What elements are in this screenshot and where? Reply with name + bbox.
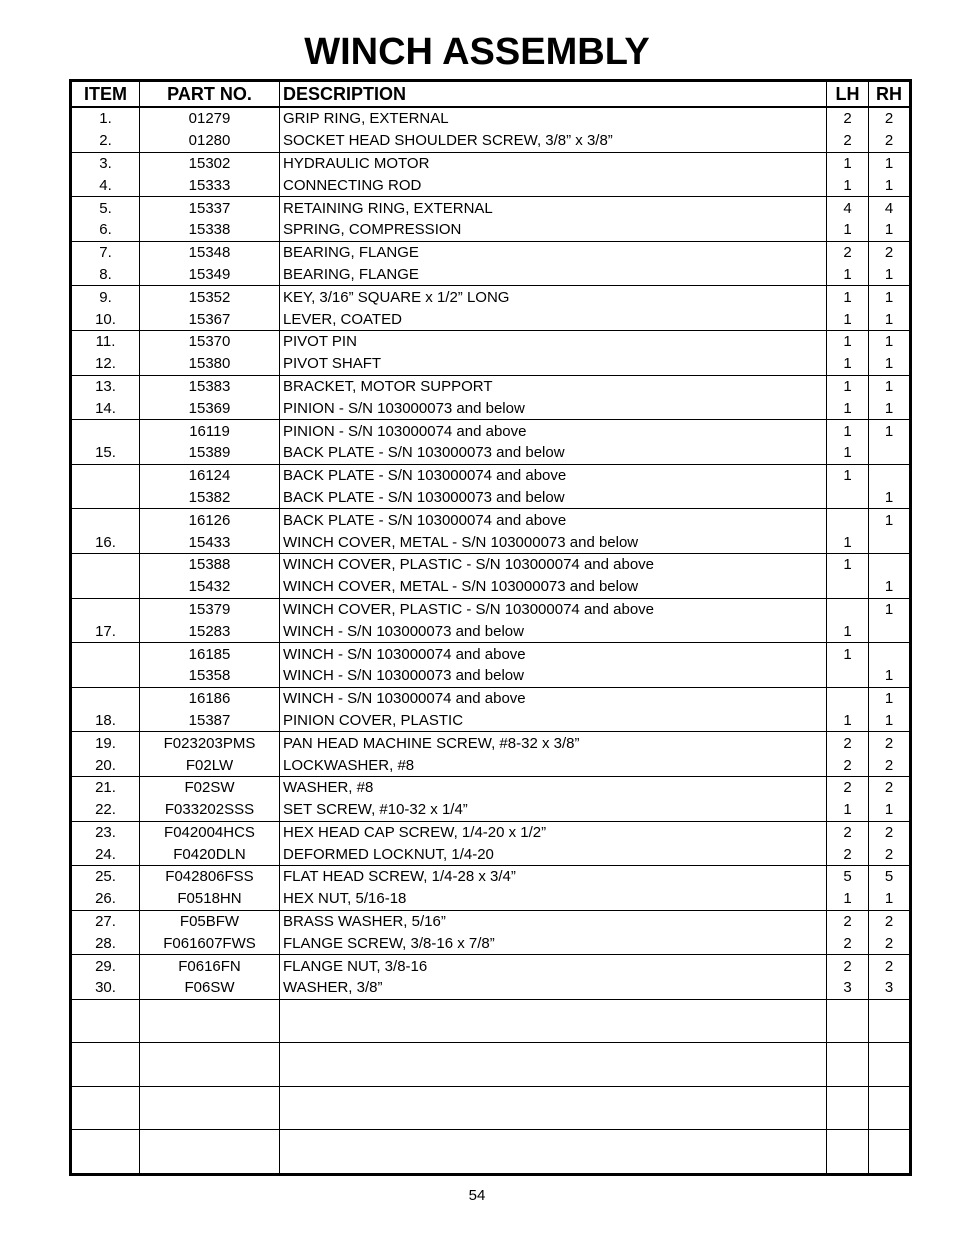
part-no-cell: 15370: [140, 330, 280, 352]
table-row: [71, 643, 911, 665]
part-no-cell: F02SW: [140, 776, 280, 798]
rh-qty-cell: 1: [884, 600, 894, 618]
lh-qty-cell: [827, 576, 869, 598]
rh-qty-cell: 1: [869, 888, 911, 910]
item-cell: 1.: [71, 107, 140, 130]
table-row: [71, 665, 911, 687]
empty-cell: [827, 1043, 869, 1087]
description-cell: BRASS WASHER, 5/16”: [280, 910, 827, 932]
item-cell: 27.: [71, 910, 140, 932]
item-cell: [71, 598, 140, 620]
part-no-cell: 16124: [140, 464, 280, 486]
description-cell: HYDRAULIC MOTOR: [280, 152, 827, 174]
lh-qty-cell: 2: [827, 732, 869, 754]
lh-qty-cell: 1: [827, 152, 869, 174]
lh-qty-cell: 1: [827, 553, 869, 575]
part-no-cell: 15338: [140, 219, 280, 241]
lh-qty-cell: 2: [827, 821, 869, 843]
empty-cell: [280, 999, 827, 1043]
part-no-cell: F023203PMS: [140, 732, 280, 754]
rh-qty-cell: 2: [869, 932, 911, 954]
part-no-cell: 15348: [140, 241, 280, 263]
part-no-cell: 15388: [140, 553, 280, 575]
header-rh: RH: [869, 81, 911, 108]
empty-cell: [140, 1086, 280, 1130]
description-cell: PINION COVER, PLASTIC: [280, 710, 827, 732]
part-no-cell: 15283: [140, 620, 280, 642]
description-cell: HEX NUT, 5/16-18: [280, 888, 827, 910]
description-cell: PIVOT PIN: [280, 330, 827, 352]
lh-qty-cell: 1: [827, 620, 869, 642]
rh-qty-cell: 1: [884, 422, 894, 440]
empty-cell: [71, 1043, 140, 1087]
table-row: [71, 843, 911, 865]
part-no-cell: F0518HN: [140, 888, 280, 910]
page-number: 54: [468, 1187, 486, 1204]
lh-qty-cell: 1: [827, 286, 869, 308]
table-row: [71, 687, 911, 709]
table-row: [71, 420, 911, 442]
table-row: [71, 442, 911, 464]
lh-qty-cell: 1: [827, 442, 869, 464]
page-title: WINCH ASSEMBLY: [304, 31, 650, 73]
lh-qty-cell: 2: [827, 776, 869, 798]
table-row: [71, 509, 911, 531]
empty-cell: [280, 1086, 827, 1130]
rh-qty-cell: 2: [884, 734, 894, 752]
description-cell: PINION - S/N 103000074 and above: [280, 420, 827, 442]
table-row: [71, 264, 911, 286]
description-cell: BEARING, FLANGE: [280, 241, 827, 263]
empty-cell: [140, 1130, 280, 1175]
description-cell: HEX HEAD CAP SCREW, 1/4-20 x 1/2”: [280, 821, 827, 843]
table-row: [71, 152, 911, 174]
part-no-cell: 15380: [140, 353, 280, 375]
lh-qty-cell: 1: [827, 710, 869, 732]
description-cell: FLAT HEAD SCREW, 1/4-28 x 3/4”: [280, 866, 827, 888]
item-cell: 25.: [71, 866, 140, 888]
rh-qty-cell: [869, 464, 911, 486]
rh-qty-cell: 1: [869, 576, 911, 598]
empty-cell: [869, 1130, 911, 1175]
rh-qty-cell: 1: [884, 511, 894, 529]
rh-qty-cell: 1: [884, 333, 894, 351]
item-cell: [71, 553, 140, 575]
rh-qty-cell: 1: [869, 264, 911, 286]
item-cell: 4.: [71, 174, 140, 196]
item-cell: 3.: [71, 152, 140, 174]
item-cell: [71, 687, 140, 709]
lh-qty-cell: 2: [827, 955, 869, 977]
rh-qty-cell: [869, 620, 911, 642]
empty-cell: [71, 999, 140, 1043]
part-no-cell: 15352: [140, 286, 280, 308]
item-cell: 22.: [71, 799, 140, 821]
part-no-cell: 16126: [140, 509, 280, 531]
description-cell: CONNECTING ROD: [280, 174, 827, 196]
part-no-cell: F033202SSS: [140, 799, 280, 821]
lh-qty-cell: 1: [827, 397, 869, 419]
part-no-cell: 15433: [140, 531, 280, 553]
rh-qty-cell: 1: [869, 665, 911, 687]
item-cell: [71, 509, 140, 531]
table-row: [71, 620, 911, 642]
rh-qty-cell: 3: [869, 977, 911, 999]
lh-qty-cell: 2: [827, 910, 869, 932]
empty-cell: [280, 1130, 827, 1175]
description-cell: WASHER, 3/8”: [280, 977, 827, 999]
table-row: [71, 286, 911, 308]
description-cell: BACK PLATE - S/N 103000074 and above: [280, 509, 827, 531]
part-no-cell: 15379: [140, 598, 280, 620]
rh-qty-cell: 1: [869, 174, 911, 196]
table-row: [71, 487, 911, 509]
table-row: [71, 330, 911, 352]
part-no-cell: 16185: [140, 643, 280, 665]
rh-qty-cell: 5: [884, 868, 894, 886]
rh-qty-cell: 4: [884, 199, 894, 217]
item-cell: 30.: [71, 977, 140, 999]
table-row: [71, 910, 911, 932]
part-no-cell: F042806FSS: [140, 866, 280, 888]
part-no-cell: 15358: [140, 665, 280, 687]
description-cell: SPRING, COMPRESSION: [280, 219, 827, 241]
table-row: [71, 710, 911, 732]
lh-qty-cell: [827, 509, 869, 531]
table-row: [71, 598, 911, 620]
table-row: [71, 531, 911, 553]
rh-qty-cell: 2: [884, 779, 894, 797]
lh-qty-cell: 1: [827, 888, 869, 910]
description-cell: PINION - S/N 103000073 and below: [280, 397, 827, 419]
description-cell: SOCKET HEAD SHOULDER SCREW, 3/8” x 3/8”: [280, 130, 827, 152]
lh-qty-cell: 1: [827, 464, 869, 486]
table-row: [71, 464, 911, 486]
empty-cell: [827, 1130, 869, 1175]
description-cell: LEVER, COATED: [280, 308, 827, 330]
item-cell: 12.: [71, 353, 140, 375]
lh-qty-cell: 2: [827, 754, 869, 776]
table-row: [71, 955, 911, 977]
rh-qty-cell: [869, 553, 911, 575]
item-cell: 2.: [71, 130, 140, 152]
item-cell: 24.: [71, 843, 140, 865]
rh-qty-cell: 1: [869, 487, 911, 509]
description-cell: WINCH - S/N 103000074 and above: [280, 687, 827, 709]
description-cell: WASHER, #8: [280, 776, 827, 798]
item-cell: 28.: [71, 932, 140, 954]
part-no-cell: 16186: [140, 687, 280, 709]
table-row: [71, 977, 911, 999]
part-no-cell: 15389: [140, 442, 280, 464]
part-no-cell: 16119: [140, 420, 280, 442]
description-cell: BACK PLATE - S/N 103000073 and below: [280, 442, 827, 464]
lh-qty-cell: 4: [827, 197, 869, 219]
lh-qty-cell: [827, 598, 869, 620]
table-row: [71, 732, 911, 754]
part-no-cell: 15349: [140, 264, 280, 286]
header-item: ITEM: [71, 81, 140, 108]
table-row: [71, 375, 911, 397]
rh-qty-cell: 1: [884, 690, 894, 708]
lh-qty-cell: 1: [827, 174, 869, 196]
rh-qty-cell: 1: [869, 397, 911, 419]
description-cell: WINCH - S/N 103000073 and below: [280, 665, 827, 687]
empty-cell: [71, 1130, 140, 1175]
item-cell: 21.: [71, 776, 140, 798]
item-cell: 6.: [71, 219, 140, 241]
description-cell: PAN HEAD MACHINE SCREW, #8-32 x 3/8”: [280, 732, 827, 754]
item-cell: [71, 464, 140, 486]
description-cell: BACK PLATE - S/N 103000073 and below: [280, 487, 827, 509]
part-no-cell: 15383: [140, 375, 280, 397]
part-no-cell: F05BFW: [140, 910, 280, 932]
item-cell: 17.: [71, 620, 140, 642]
description-cell: BRACKET, MOTOR SUPPORT: [280, 375, 827, 397]
lh-qty-cell: [827, 687, 869, 709]
lh-qty-cell: 1: [827, 375, 869, 397]
item-cell: 9.: [71, 286, 140, 308]
header-description: DESCRIPTION: [280, 81, 827, 108]
part-no-cell: 15387: [140, 710, 280, 732]
table-row: [71, 821, 911, 843]
item-cell: 29.: [71, 955, 140, 977]
lh-qty-cell: 1: [827, 264, 869, 286]
table-row: [71, 130, 911, 152]
item-cell: 11.: [71, 330, 140, 352]
part-no-cell: 15337: [140, 197, 280, 219]
description-cell: DEFORMED LOCKNUT, 1/4-20: [280, 843, 827, 865]
lh-qty-cell: 5: [827, 866, 869, 888]
description-cell: WINCH COVER, METAL - S/N 103000073 and below: [280, 576, 827, 598]
item-cell: 19.: [71, 732, 140, 754]
part-no-cell: 15367: [140, 308, 280, 330]
table-row: [71, 353, 911, 375]
description-cell: RETAINING RING, EXTERNAL: [280, 197, 827, 219]
item-cell: 16.: [71, 531, 140, 553]
item-cell: 20.: [71, 754, 140, 776]
item-cell: [71, 665, 140, 687]
empty-cell: [827, 999, 869, 1043]
description-cell: FLANGE NUT, 3/8-16: [280, 955, 827, 977]
rh-qty-cell: 1: [869, 308, 911, 330]
item-cell: 26.: [71, 888, 140, 910]
table-row: [71, 308, 911, 330]
description-cell: WINCH - S/N 103000074 and above: [280, 643, 827, 665]
rh-qty-cell: 2: [869, 843, 911, 865]
empty-cell: [140, 999, 280, 1043]
item-cell: 8.: [71, 264, 140, 286]
empty-row: [71, 999, 911, 1043]
rh-qty-cell: 1: [869, 710, 911, 732]
description-cell: KEY, 3/16” SQUARE x 1/2” LONG: [280, 286, 827, 308]
part-no-cell: F02LW: [140, 754, 280, 776]
table-row: [71, 553, 911, 575]
empty-cell: [140, 1043, 280, 1087]
item-cell: [71, 420, 140, 442]
lh-qty-cell: [827, 487, 869, 509]
item-cell: 14.: [71, 397, 140, 419]
rh-qty-cell: 2: [884, 957, 894, 975]
item-cell: [71, 643, 140, 665]
table-row: [71, 866, 911, 888]
table-row: [71, 799, 911, 821]
rh-qty-cell: 2: [869, 130, 911, 152]
part-no-cell: 01279: [140, 107, 280, 130]
table-row: [71, 397, 911, 419]
lh-qty-cell: 1: [827, 643, 869, 665]
lh-qty-cell: 2: [827, 843, 869, 865]
part-no-cell: 15302: [140, 152, 280, 174]
rh-qty-cell: 2: [884, 823, 894, 841]
description-cell: FLANGE SCREW, 3/8-16 x 7/8”: [280, 932, 827, 954]
empty-row: [71, 1130, 911, 1175]
lh-qty-cell: 1: [827, 531, 869, 553]
rh-qty-cell: 2: [884, 913, 894, 931]
table-row: [71, 888, 911, 910]
table-row: [71, 197, 911, 219]
rh-qty-cell: 1: [869, 219, 911, 241]
item-cell: 5.: [71, 197, 140, 219]
item-cell: [71, 576, 140, 598]
item-cell: 7.: [71, 241, 140, 263]
lh-qty-cell: 2: [827, 241, 869, 263]
parts-table-container: [69, 79, 912, 1176]
lh-qty-cell: 1: [827, 799, 869, 821]
lh-qty-cell: 1: [827, 420, 869, 442]
part-no-cell: F06SW: [140, 977, 280, 999]
rh-qty-cell: 1: [884, 377, 894, 395]
rh-qty-cell: 2: [884, 244, 894, 262]
header-part-no: PART NO.: [140, 81, 280, 108]
table-row: [71, 932, 911, 954]
lh-qty-cell: 2: [827, 130, 869, 152]
item-cell: [71, 487, 140, 509]
description-cell: WINCH COVER, PLASTIC - S/N 103000074 and above: [280, 553, 827, 575]
lh-qty-cell: [827, 665, 869, 687]
description-cell: LOCKWASHER, #8: [280, 754, 827, 776]
description-cell: PIVOT SHAFT: [280, 353, 827, 375]
description-cell: WINCH COVER, METAL - S/N 103000073 and below: [280, 531, 827, 553]
rh-qty-cell: 2: [884, 110, 894, 128]
table-header-row: [71, 81, 911, 108]
rh-qty-cell: [869, 442, 911, 464]
lh-qty-cell: 2: [827, 107, 869, 130]
empty-cell: [869, 999, 911, 1043]
rh-qty-cell: [869, 531, 911, 553]
rh-qty-cell: 1: [884, 154, 894, 172]
table-row: [71, 174, 911, 196]
lh-qty-cell: 1: [827, 219, 869, 241]
item-cell: 13.: [71, 375, 140, 397]
table-row: [71, 754, 911, 776]
lh-qty-cell: 1: [827, 308, 869, 330]
description-cell: GRIP RING, EXTERNAL: [280, 107, 827, 130]
table-body: [71, 107, 911, 1174]
item-cell: 18.: [71, 710, 140, 732]
part-no-cell: 15382: [140, 487, 280, 509]
empty-row: [71, 1086, 911, 1130]
table-row: [71, 219, 911, 241]
empty-row: [71, 1043, 911, 1087]
empty-cell: [280, 1043, 827, 1087]
lh-qty-cell: 3: [827, 977, 869, 999]
description-cell: SET SCREW, #10-32 x 1/4”: [280, 799, 827, 821]
empty-cell: [869, 1086, 911, 1130]
table-row: [71, 776, 911, 798]
part-no-cell: F0616FN: [140, 955, 280, 977]
part-no-cell: F061607FWS: [140, 932, 280, 954]
rh-qty-cell: 1: [869, 353, 911, 375]
item-cell: 15.: [71, 442, 140, 464]
part-no-cell: 15333: [140, 174, 280, 196]
part-no-cell: 01280: [140, 130, 280, 152]
description-cell: WINCH - S/N 103000073 and below: [280, 620, 827, 642]
empty-cell: [71, 1086, 140, 1130]
empty-cell: [869, 1043, 911, 1087]
empty-cell: [827, 1086, 869, 1130]
parts-table: [69, 79, 912, 1176]
description-cell: WINCH COVER, PLASTIC - S/N 103000074 and above: [280, 598, 827, 620]
lh-qty-cell: 1: [827, 330, 869, 352]
rh-qty-cell: 1: [884, 288, 894, 306]
description-cell: BACK PLATE - S/N 103000074 and above: [280, 464, 827, 486]
table-row: [71, 576, 911, 598]
table-row: [71, 241, 911, 263]
lh-qty-cell: 2: [827, 932, 869, 954]
lh-qty-cell: 1: [827, 353, 869, 375]
description-cell: BEARING, FLANGE: [280, 264, 827, 286]
rh-qty-cell: 1: [869, 799, 911, 821]
header-lh: LH: [827, 81, 869, 108]
table-row: [71, 107, 911, 130]
rh-qty-cell: [869, 643, 911, 665]
part-no-cell: F042004HCS: [140, 821, 280, 843]
part-no-cell: 15369: [140, 397, 280, 419]
part-no-cell: 15432: [140, 576, 280, 598]
part-no-cell: F0420DLN: [140, 843, 280, 865]
item-cell: 23.: [71, 821, 140, 843]
item-cell: 10.: [71, 308, 140, 330]
rh-qty-cell: 2: [869, 754, 911, 776]
